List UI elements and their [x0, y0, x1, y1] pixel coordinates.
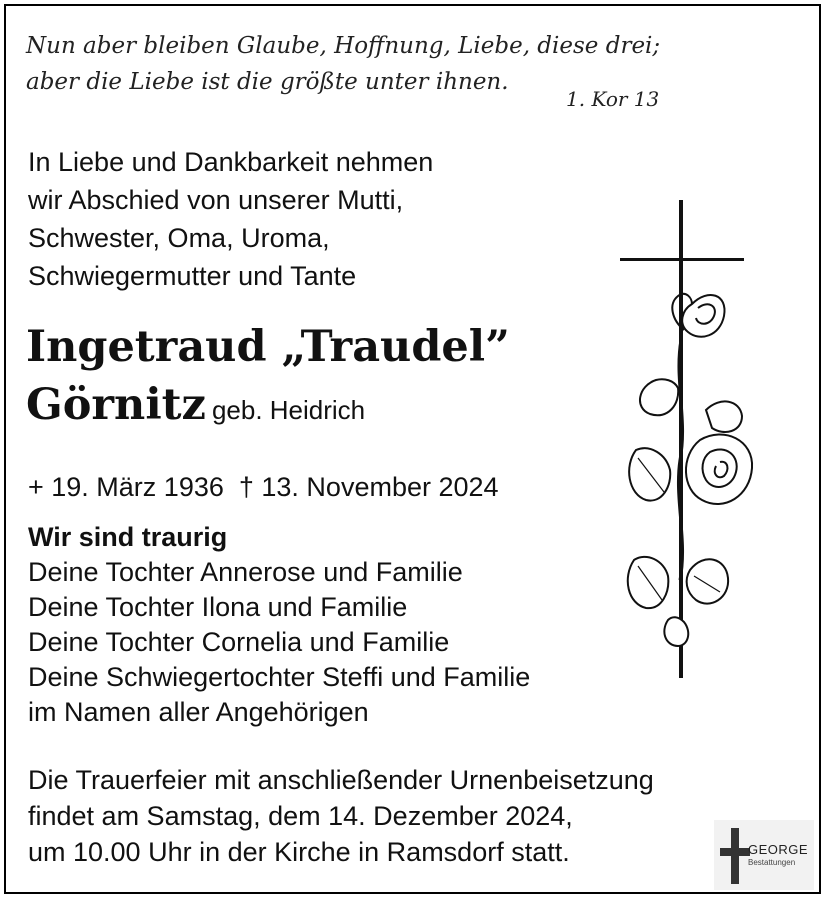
deceased-first-name: Ingetraud „Traudel”	[26, 322, 510, 372]
mourner-line: im Namen aller Angehörigen	[28, 697, 369, 727]
intro-text	[28, 143, 433, 295]
logo-cross-icon	[718, 824, 752, 888]
funeral-home-logo	[714, 820, 814, 890]
mourner-line: Deine Tochter Cornelia und Familie	[28, 627, 450, 657]
intro-line: Schwiegermutter und Tante	[28, 261, 357, 291]
mourners-block	[28, 520, 530, 730]
verse-reference: 1. Kor 13	[566, 87, 660, 111]
verse-line-2: aber die Liebe ist die größte unter ihnen.	[26, 69, 509, 95]
deceased-name	[26, 318, 510, 439]
logo-subtitle: Bestattungen	[748, 858, 796, 867]
service-info	[28, 762, 654, 870]
rose-icon	[628, 294, 752, 646]
intro-line: wir Abschied von unserer Mutti,	[28, 185, 404, 215]
service-line: findet am Samstag, dem 14. Dezember 2024,	[28, 801, 573, 831]
service-line: Die Trauerfeier mit anschließender Urnenbeisetzung	[28, 765, 654, 795]
birth-name: geb. Heidrich	[211, 395, 366, 425]
cross-with-rose-icon	[616, 200, 756, 680]
deceased-last-name: Görnitz	[26, 380, 206, 430]
intro-line: Schwester, Oma, Uroma,	[28, 223, 330, 253]
life-dates: + 19. März 1936 † 13. November 2024	[28, 472, 499, 502]
logo-name: GEORGE	[748, 842, 809, 857]
deceased-last-name-line	[26, 376, 510, 439]
mourners-heading: Wir sind traurig	[28, 522, 228, 552]
intro-line: In Liebe und Dankbarkeit nehmen	[28, 147, 434, 177]
mourner-line: Deine Tochter Annerose und Familie	[28, 557, 463, 587]
verse-line-1: Nun aber bleiben Glaube, Hoffnung, Liebe, diese drei;	[26, 33, 661, 59]
service-line: um 10.00 Uhr in der Kirche in Ramsdorf statt.	[28, 837, 570, 867]
mourner-line: Deine Tochter Ilona und Familie	[28, 592, 408, 622]
mourner-line: Deine Schwiegertochter Steffi und Familie	[28, 662, 531, 692]
